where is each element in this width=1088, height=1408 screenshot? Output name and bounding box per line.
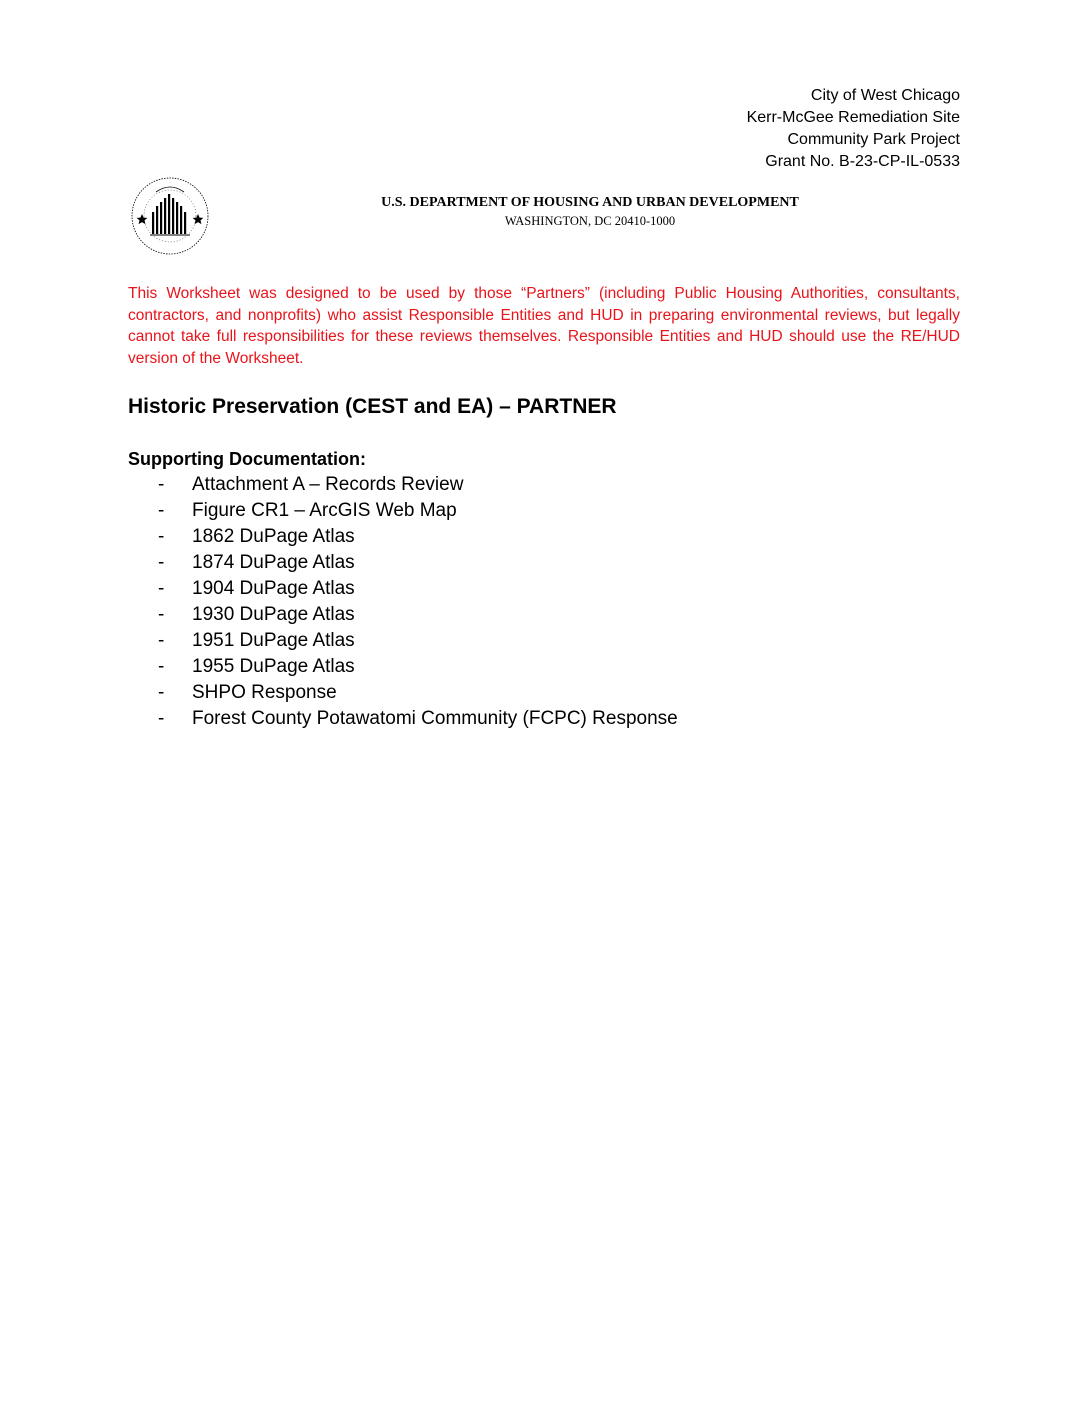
list-item-label: 1951 DuPage Atlas <box>192 630 355 651</box>
list-bullet: - <box>158 604 165 625</box>
project-header <box>747 85 960 173</box>
list-item-label: Forest County Potawatomi Community (FCPC) Response <box>192 708 678 729</box>
header-line-grant: Grant No. B-23-CP-IL-0533 <box>765 153 960 170</box>
list-bullet: - <box>158 552 165 573</box>
list-item-label: 1955 DuPage Atlas <box>192 656 355 677</box>
list-bullet: - <box>158 708 165 729</box>
department-name: U.S. DEPARTMENT OF HOUSING AND URBAN DEVELOPMENT <box>381 195 799 210</box>
list-bullet: - <box>158 526 165 547</box>
list-bullet: - <box>158 682 165 703</box>
list-item-label: 1862 DuPage Atlas <box>192 526 355 547</box>
department-heading <box>0 194 1088 229</box>
list-bullet: - <box>158 630 165 651</box>
list-item-label: 1904 DuPage Atlas <box>192 578 355 599</box>
list-item-label: Attachment A – Records Review <box>192 474 464 495</box>
partner-notice: This Worksheet was designed to be used by those “Partners” (including Public Housing Authorities, consultants, contractors, and nonprofits) who assist Responsible Entities and HUD in preparing environmental reviews, but legally cannot take full responsibilities for these reviews themselves. Responsible Entities and HUD should use the RE/HUD version of the Worksheet. <box>128 285 960 367</box>
header-line-city: City of West Chicago <box>810 87 960 104</box>
header-line-site: Kerr-McGee Remediation Site <box>746 109 960 126</box>
list-bullet: - <box>158 656 165 677</box>
list-item-label: 1874 DuPage Atlas <box>192 552 355 573</box>
list-bullet: - <box>158 500 165 521</box>
list-item-label: Figure CR1 – ArcGIS Web Map <box>192 500 457 521</box>
department-address: WASHINGTON, DC 20410-1000 <box>504 214 676 228</box>
supporting-documentation-heading: Supporting Documentation: <box>128 449 366 469</box>
list-item-label: 1930 DuPage Atlas <box>192 604 355 625</box>
list-bullet: - <box>158 474 165 495</box>
section-title: Historic Preservation (CEST and EA) – PARTNER <box>128 395 617 418</box>
header-line-project: Community Park Project <box>787 131 960 148</box>
list-item-label: SHPO Response <box>192 682 337 703</box>
list-bullet: - <box>158 578 165 599</box>
